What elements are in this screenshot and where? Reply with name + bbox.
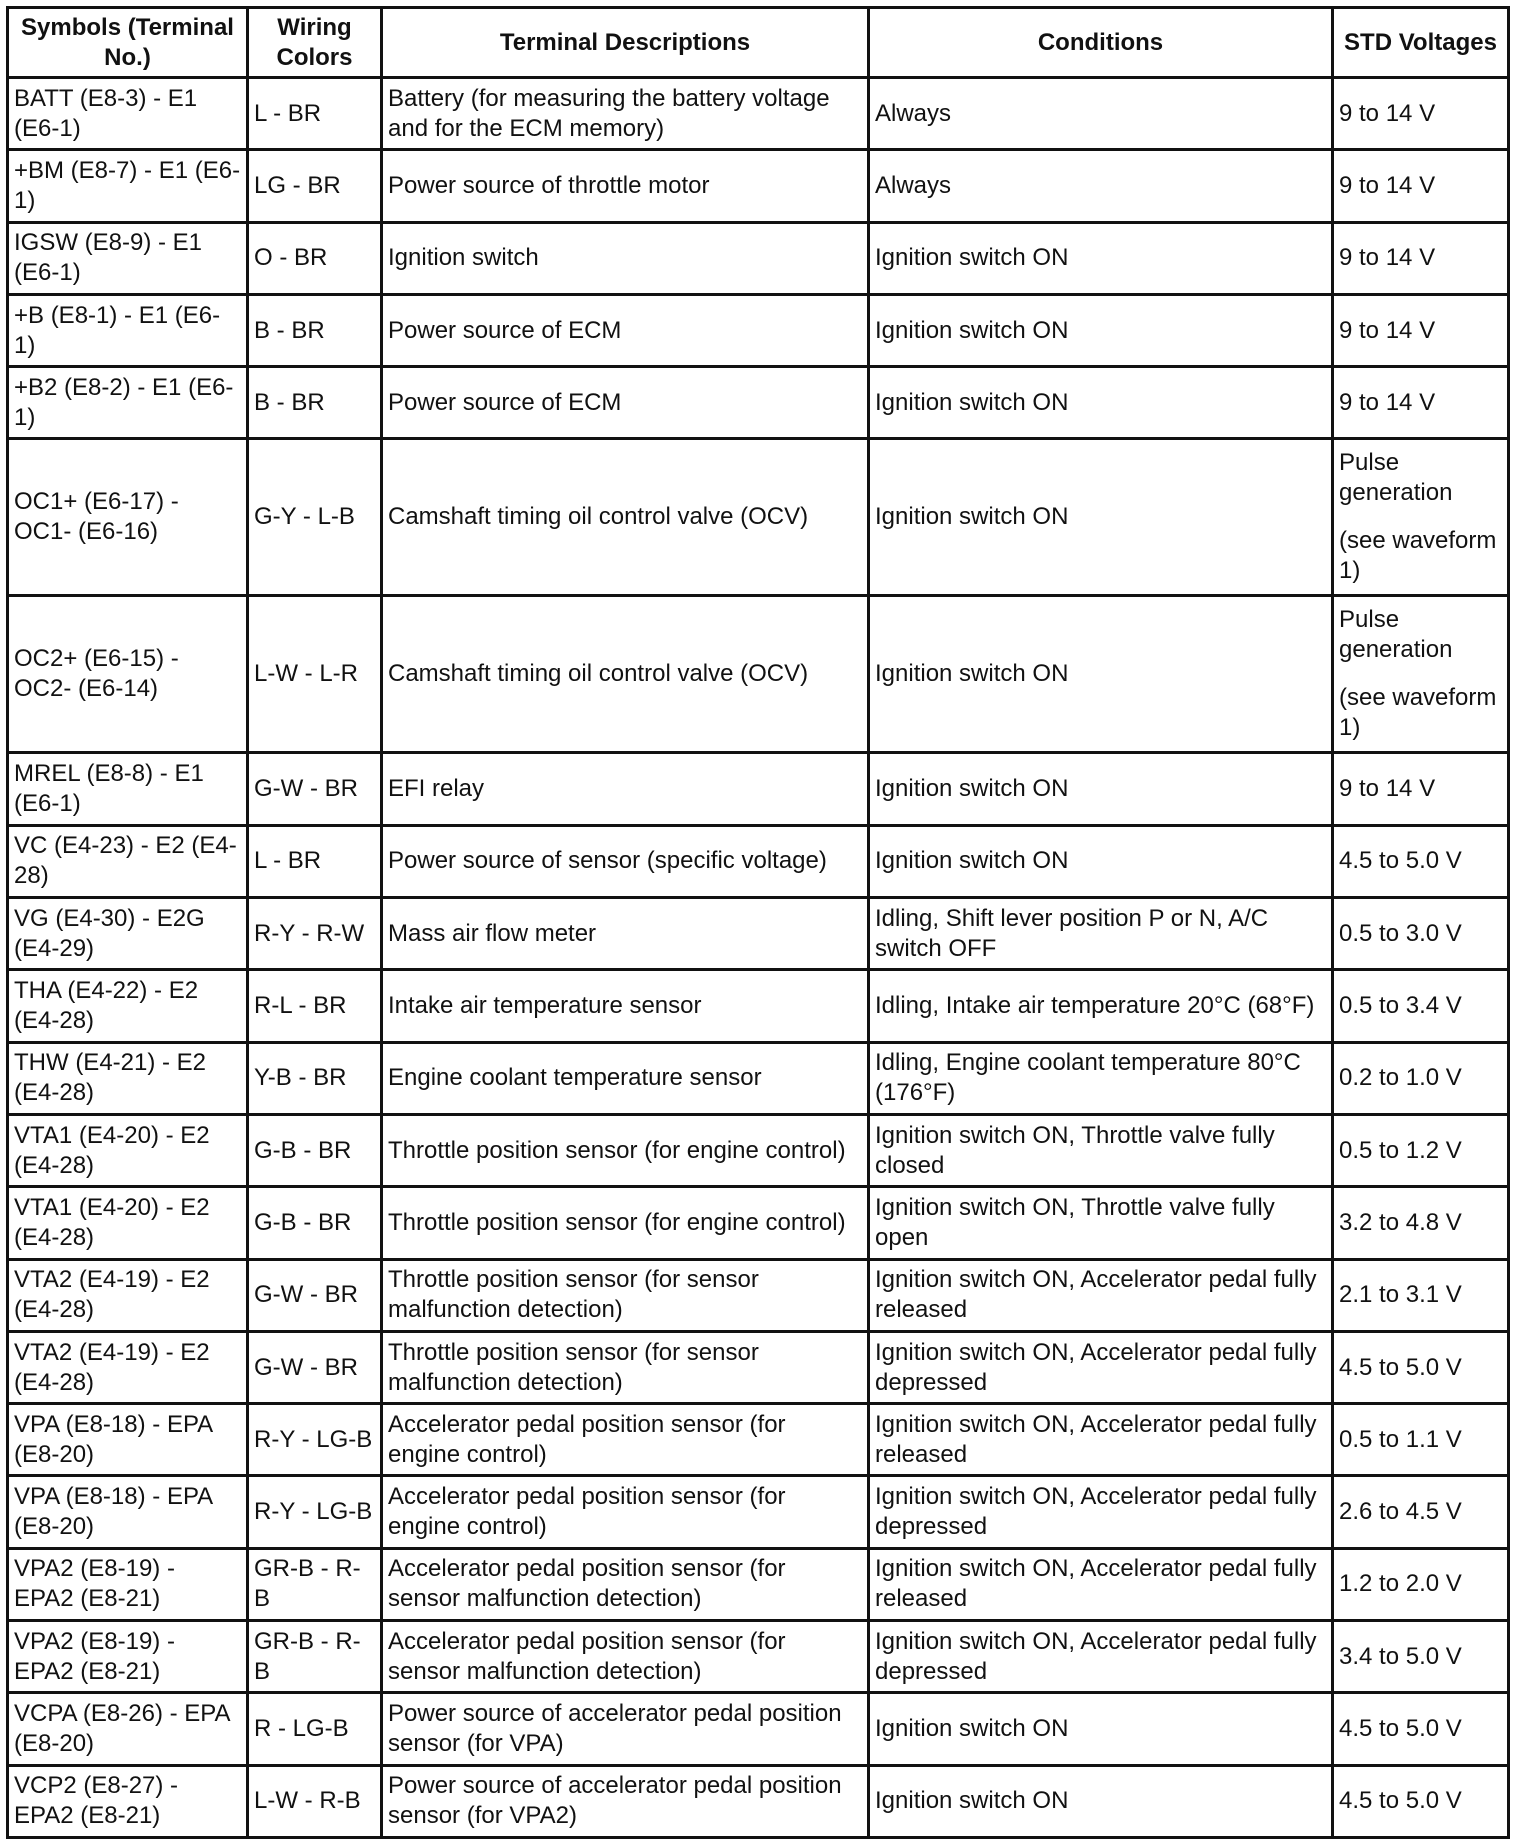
cell-wiring: GR-B - R-B [248, 1548, 382, 1620]
table-row [8, 150, 1509, 222]
voltage-value: Pulse generation [1339, 606, 1453, 664]
cell-voltage: 9 to 14 V [1333, 367, 1509, 439]
cell-wiring: R-Y - LG-B [248, 1476, 382, 1548]
header-symbol: Symbols (Terminal No.) [8, 8, 248, 78]
cell-symbol: VG (E4-30) - E2G (E4-29) [8, 898, 248, 970]
cell-conditions: Ignition switch ON [869, 1693, 1333, 1765]
cell-wiring: G-Y - L-B [248, 439, 382, 596]
cell-description: Power source of sensor (specific voltage) [382, 825, 869, 897]
cell-voltage: 0.2 to 1.0 V [1333, 1042, 1509, 1114]
cell-symbol: +B2 (E8-2) - E1 (E6-1) [8, 367, 248, 439]
cell-description: Battery (for measuring the battery voltage and for the ECM memory) [382, 78, 869, 150]
table-row [8, 367, 1509, 439]
cell-conditions: Ignition switch ON [869, 367, 1333, 439]
cell-conditions: Ignition switch ON, Throttle valve fully open [869, 1187, 1333, 1259]
cell-voltage: 9 to 14 V [1333, 78, 1509, 150]
cell-symbol: THA (E4-22) - E2 (E4-28) [8, 970, 248, 1042]
cell-description: Ignition switch [382, 222, 869, 294]
cell-description: Throttle position sensor (for sensor malfunction detection) [382, 1259, 869, 1331]
header-wiring: Wiring Colors [248, 8, 382, 78]
cell-description: Power source of throttle motor [382, 150, 869, 222]
cell-wiring: L - BR [248, 78, 382, 150]
cell-symbol: VPA (E8-18) - EPA (E8-20) [8, 1476, 248, 1548]
cell-conditions: Ignition switch ON [869, 825, 1333, 897]
table-row [8, 1765, 1509, 1837]
cell-voltage [1333, 596, 1509, 753]
cell-symbol: VCPA (E8-26) - EPA (E8-20) [8, 1693, 248, 1765]
cell-conditions: Ignition switch ON, Accelerator pedal fully depressed [869, 1476, 1333, 1548]
table-row [8, 1331, 1509, 1403]
cell-wiring: R-Y - LG-B [248, 1404, 382, 1476]
cell-wiring: B - BR [248, 367, 382, 439]
cell-voltage: 9 to 14 V [1333, 150, 1509, 222]
cell-symbol: VPA2 (E8-19) - EPA2 (E8-21) [8, 1621, 248, 1693]
cell-wiring: G-W - BR [248, 753, 382, 825]
cell-wiring: GR-B - R-B [248, 1621, 382, 1693]
table-row [8, 970, 1509, 1042]
terminal-voltage-table [6, 6, 1510, 1839]
cell-wiring: R-L - BR [248, 970, 382, 1042]
voltage-note: (see waveform 1) [1339, 527, 1497, 585]
cell-wiring: LG - BR [248, 150, 382, 222]
cell-conditions: Ignition switch ON [869, 753, 1333, 825]
cell-wiring: R-Y - R-W [248, 898, 382, 970]
cell-conditions: Idling, Engine coolant temperature 80°C (176°F) [869, 1042, 1333, 1114]
cell-symbol: VTA1 (E4-20) - E2 (E4-28) [8, 1187, 248, 1259]
table-row [8, 1621, 1509, 1693]
cell-conditions: Idling, Shift lever position P or N, A/C switch OFF [869, 898, 1333, 970]
cell-voltage: 4.5 to 5.0 V [1333, 825, 1509, 897]
cell-conditions: Ignition switch ON, Accelerator pedal fully released [869, 1404, 1333, 1476]
cell-voltage: 2.1 to 3.1 V [1333, 1259, 1509, 1331]
voltage-note: (see waveform 1) [1339, 684, 1497, 742]
header-voltage: STD Voltages [1333, 8, 1509, 78]
table-row [8, 1693, 1509, 1765]
cell-description: EFI relay [382, 753, 869, 825]
cell-conditions: Ignition switch ON, Accelerator pedal fully depressed [869, 1621, 1333, 1693]
cell-voltage: 1.2 to 2.0 V [1333, 1548, 1509, 1620]
table-row [8, 78, 1509, 150]
cell-wiring: L-W - R-B [248, 1765, 382, 1837]
cell-description: Power source of accelerator pedal position sensor (for VPA) [382, 1693, 869, 1765]
cell-description: Throttle position sensor (for engine control) [382, 1187, 869, 1259]
cell-conditions: Ignition switch ON, Accelerator pedal fully released [869, 1548, 1333, 1620]
table-row [8, 294, 1509, 366]
cell-symbol: IGSW (E8-9) - E1 (E6-1) [8, 222, 248, 294]
cell-wiring: G-B - BR [248, 1187, 382, 1259]
cell-conditions: Ignition switch ON [869, 1765, 1333, 1837]
cell-conditions: Idling, Intake air temperature 20°C (68°F) [869, 970, 1333, 1042]
cell-wiring: G-B - BR [248, 1114, 382, 1186]
cell-conditions: Ignition switch ON [869, 294, 1333, 366]
cell-voltage: 0.5 to 1.2 V [1333, 1114, 1509, 1186]
table-row [8, 1476, 1509, 1548]
cell-description: Power source of ECM [382, 294, 869, 366]
cell-description: Accelerator pedal position sensor (for engine control) [382, 1404, 869, 1476]
cell-conditions: Ignition switch ON, Accelerator pedal fully released [869, 1259, 1333, 1331]
header-description: Terminal Descriptions [382, 8, 869, 78]
cell-voltage: 4.5 to 5.0 V [1333, 1331, 1509, 1403]
cell-voltage: 9 to 14 V [1333, 222, 1509, 294]
cell-voltage: 0.5 to 1.1 V [1333, 1404, 1509, 1476]
cell-description: Throttle position sensor (for sensor malfunction detection) [382, 1331, 869, 1403]
cell-description: Accelerator pedal position sensor (for engine control) [382, 1476, 869, 1548]
cell-wiring: R - LG-B [248, 1693, 382, 1765]
cell-description: Engine coolant temperature sensor [382, 1042, 869, 1114]
table-row [8, 753, 1509, 825]
cell-symbol: THW (E4-21) - E2 (E4-28) [8, 1042, 248, 1114]
cell-voltage: 3.2 to 4.8 V [1333, 1187, 1509, 1259]
cell-voltage: 9 to 14 V [1333, 753, 1509, 825]
table-row [8, 1548, 1509, 1620]
cell-symbol: VTA2 (E4-19) - E2 (E4-28) [8, 1259, 248, 1331]
cell-symbol: OC2+ (E6-15) - OC2- (E6-14) [8, 596, 248, 753]
cell-voltage: 3.4 to 5.0 V [1333, 1621, 1509, 1693]
cell-symbol: VCP2 (E8-27) - EPA2 (E8-21) [8, 1765, 248, 1837]
table-row [8, 1114, 1509, 1186]
table-header [8, 8, 1509, 78]
cell-wiring: G-W - BR [248, 1331, 382, 1403]
cell-symbol: VC (E4-23) - E2 (E4-28) [8, 825, 248, 897]
cell-conditions: Ignition switch ON [869, 222, 1333, 294]
cell-voltage: 4.5 to 5.0 V [1333, 1765, 1509, 1837]
cell-symbol: OC1+ (E6-17) - OC1- (E6-16) [8, 439, 248, 596]
cell-wiring: Y-B - BR [248, 1042, 382, 1114]
cell-description: Camshaft timing oil control valve (OCV) [382, 596, 869, 753]
cell-wiring: O - BR [248, 222, 382, 294]
cell-symbol: VPA2 (E8-19) - EPA2 (E8-21) [8, 1548, 248, 1620]
table-row [8, 596, 1509, 753]
cell-wiring: L - BR [248, 825, 382, 897]
cell-description: Accelerator pedal position sensor (for sensor malfunction detection) [382, 1548, 869, 1620]
table-row [8, 1042, 1509, 1114]
table-row [8, 1187, 1509, 1259]
cell-description: Camshaft timing oil control valve (OCV) [382, 439, 869, 596]
cell-symbol: +B (E8-1) - E1 (E6-1) [8, 294, 248, 366]
table-row [8, 1404, 1509, 1476]
cell-wiring: B - BR [248, 294, 382, 366]
cell-symbol: VPA (E8-18) - EPA (E8-20) [8, 1404, 248, 1476]
cell-conditions: Ignition switch ON [869, 439, 1333, 596]
cell-conditions: Ignition switch ON, Throttle valve fully closed [869, 1114, 1333, 1186]
cell-symbol: MREL (E8-8) - E1 (E6-1) [8, 753, 248, 825]
cell-description: Intake air temperature sensor [382, 970, 869, 1042]
cell-symbol: VTA1 (E4-20) - E2 (E4-28) [8, 1114, 248, 1186]
cell-voltage: 0.5 to 3.4 V [1333, 970, 1509, 1042]
cell-conditions: Always [869, 78, 1333, 150]
cell-symbol: BATT (E8-3) - E1 (E6-1) [8, 78, 248, 150]
cell-voltage: 0.5 to 3.0 V [1333, 898, 1509, 970]
cell-voltage: 4.5 to 5.0 V [1333, 1693, 1509, 1765]
cell-voltage: 9 to 14 V [1333, 294, 1509, 366]
header-row [8, 8, 1509, 78]
header-conditions: Conditions [869, 8, 1333, 78]
table-row [8, 222, 1509, 294]
table-row [8, 1259, 1509, 1331]
table-row [8, 825, 1509, 897]
cell-symbol: VTA2 (E4-19) - E2 (E4-28) [8, 1331, 248, 1403]
cell-wiring: G-W - BR [248, 1259, 382, 1331]
cell-description: Power source of accelerator pedal position sensor (for VPA2) [382, 1765, 869, 1837]
cell-conditions: Always [869, 150, 1333, 222]
cell-wiring: L-W - L-R [248, 596, 382, 753]
voltage-value: Pulse generation [1339, 449, 1453, 507]
table-row [8, 439, 1509, 596]
cell-conditions: Ignition switch ON [869, 596, 1333, 753]
cell-symbol: +BM (E8-7) - E1 (E6-1) [8, 150, 248, 222]
table-row [8, 898, 1509, 970]
cell-conditions: Ignition switch ON, Accelerator pedal fully depressed [869, 1331, 1333, 1403]
cell-voltage: 2.6 to 4.5 V [1333, 1476, 1509, 1548]
cell-description: Power source of ECM [382, 367, 869, 439]
cell-voltage [1333, 439, 1509, 596]
cell-description: Accelerator pedal position sensor (for sensor malfunction detection) [382, 1621, 869, 1693]
cell-description: Mass air flow meter [382, 898, 869, 970]
table-body [8, 78, 1509, 1838]
cell-description: Throttle position sensor (for engine control) [382, 1114, 869, 1186]
